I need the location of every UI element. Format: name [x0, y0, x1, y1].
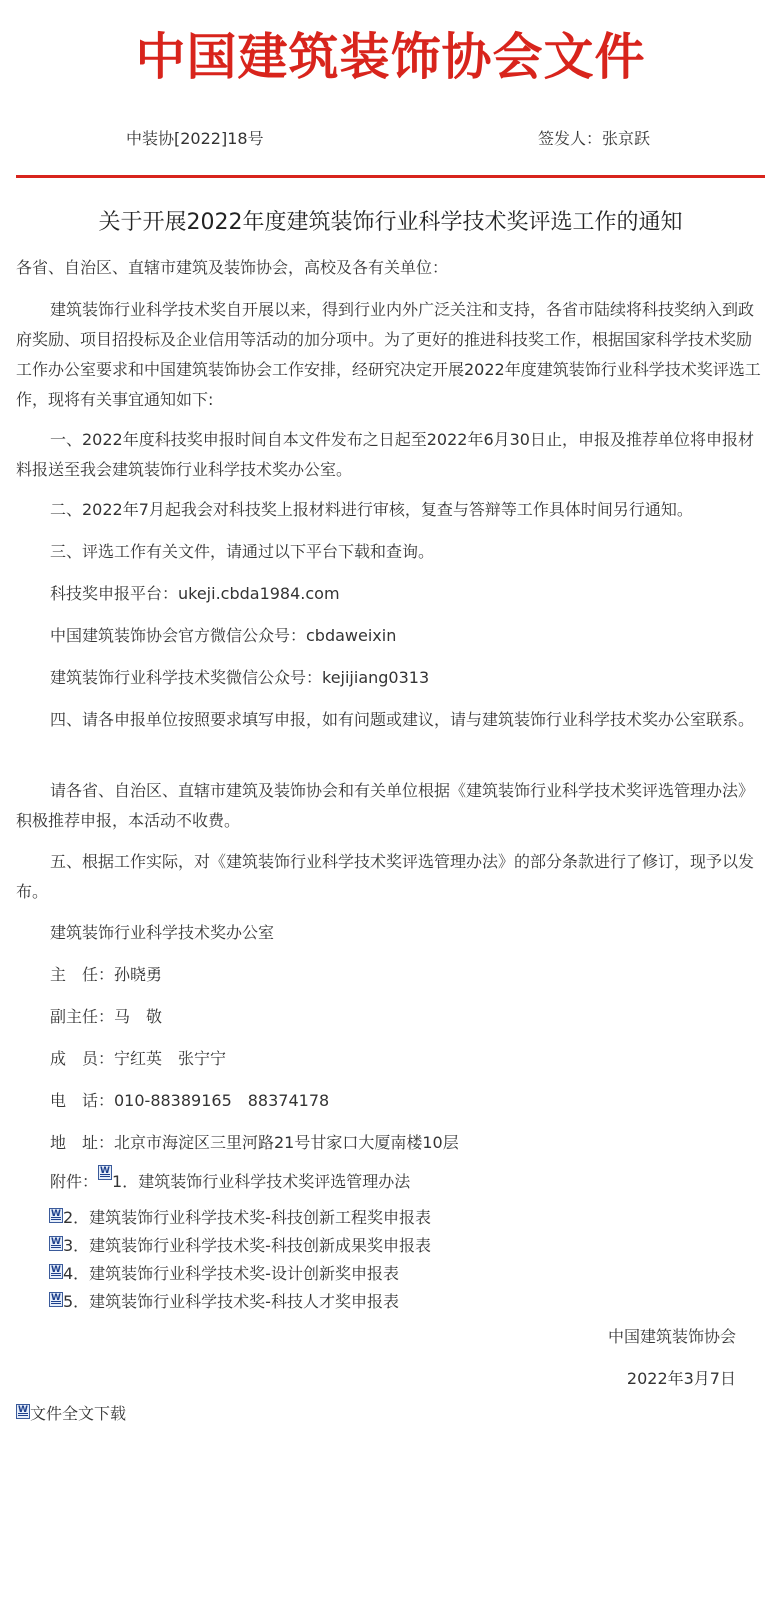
attachment-link-4[interactable]: W4．建筑装饰行业科学技术奖-设计创新奖申报表 — [49, 1263, 399, 1285]
paragraph-item-5: 五、根据工作实际，对《建筑装饰行业科学技术奖评选管理办法》的部分条款进行了修订，现予以发布。 — [16, 852, 755, 901]
platform-line: 科技奖申报平台：ukeji.cbda1984.com — [50, 584, 340, 603]
office-name: 建筑装饰行业科学技术奖办公室 — [50, 923, 275, 942]
attachment-link-3[interactable]: W3．建筑装饰行业科学技术奖-科技创新成果奖申报表 — [49, 1235, 431, 1257]
word-document-icon — [16, 1404, 30, 1419]
office-phone: 电 话：010-88389165 88374178 — [50, 1091, 330, 1110]
full-document-download-link[interactable]: W文件全文下载 — [16, 1403, 126, 1425]
paragraph-item-4: 四、请各申报单位按照要求填写申报，如有问题或建议，请与建筑装饰行业科学技术奖办公室联系。 — [50, 710, 755, 729]
paragraph-item-3: 三、评选工作有关文件，请通过以下平台下载和查询。 — [50, 542, 435, 561]
attachments-label: 附件： — [50, 1172, 99, 1191]
document-number: 中装协[2022]18号 — [126, 129, 264, 148]
word-document-icon — [49, 1236, 63, 1251]
word-document-icon — [49, 1292, 63, 1307]
word-document-icon — [98, 1165, 112, 1180]
attachment-link-1[interactable]: W 1．建筑装饰行业科学技术奖评选管理办法 — [98, 1172, 410, 1191]
notice-title: 关于开展2022年度建筑装饰行业科学技术奖评选工作的通知 — [98, 210, 683, 235]
paragraph-item-1: 一、2022年度科技奖申报时间自本文件发布之日起至2022年6月30日止，申报及推荐单位将申报材料报送至我会建筑装饰行业科学技术奖办公室。 — [16, 430, 754, 479]
word-document-icon — [49, 1208, 63, 1223]
office-deputy: 副主任：马 敬 — [50, 1007, 163, 1026]
wechat-award-line: 建筑装饰行业科学技术奖微信公众号：kejijiang0313 — [50, 668, 430, 687]
red-divider — [16, 175, 765, 178]
masthead-title: 中国建筑装饰协会文件 — [135, 27, 646, 86]
office-director: 主 任：孙晓勇 — [50, 965, 163, 984]
attachments-row-1 — [50, 1171, 410, 1193]
wechat-official-line: 中国建筑装饰协会官方微信公众号：cbdaweixin — [50, 626, 397, 645]
salutation: 各省、自治区、直辖市建筑及装饰协会，高校及各有关单位： — [16, 258, 449, 277]
paragraph-intro: 建筑装饰行业科学技术奖自开展以来，得到行业内外广泛关注和支持，各省市陆续将科技奖纳入到政府奖励、项目招投标及企业信用等活动的加分项中。为了更好的推进科技奖工作，根据国家科学技术奖励工作办公室要求和中国建筑装饰协会工作安排，经研究决定开展2022年度建筑装饰行业科学技术奖评选工作，现将有关事宜通知如下: — [16, 300, 761, 409]
signer: 签发人：张京跃 — [538, 129, 651, 148]
office-address: 地 址：北京市海淀区三里河路21号甘家口大厦南楼10层 — [50, 1133, 459, 1152]
paragraph-recommend: 请各省、自治区、直辖市建筑及装饰协会和有关单位根据《建筑装饰行业科学技术奖评选管理办法》积极推荐申报，本活动不收费。 — [16, 781, 755, 830]
attachment-link-2[interactable]: W2．建筑装饰行业科学技术奖-科技创新工程奖申报表 — [49, 1207, 431, 1229]
word-document-icon — [49, 1264, 63, 1279]
office-members: 成 员：宁红英 张宁宁 — [50, 1049, 227, 1068]
paragraph-item-2: 二、2022年7月起我会对科技奖上报材料进行审核，复查与答辩等工作具体时间另行通知。 — [50, 500, 693, 519]
attachment-link-5[interactable]: W5．建筑装饰行业科学技术奖-科技人才奖申报表 — [49, 1291, 399, 1313]
issuing-organization: 中国建筑装饰协会 — [607, 1327, 736, 1346]
issue-date: 2022年3月7日 — [626, 1369, 736, 1388]
